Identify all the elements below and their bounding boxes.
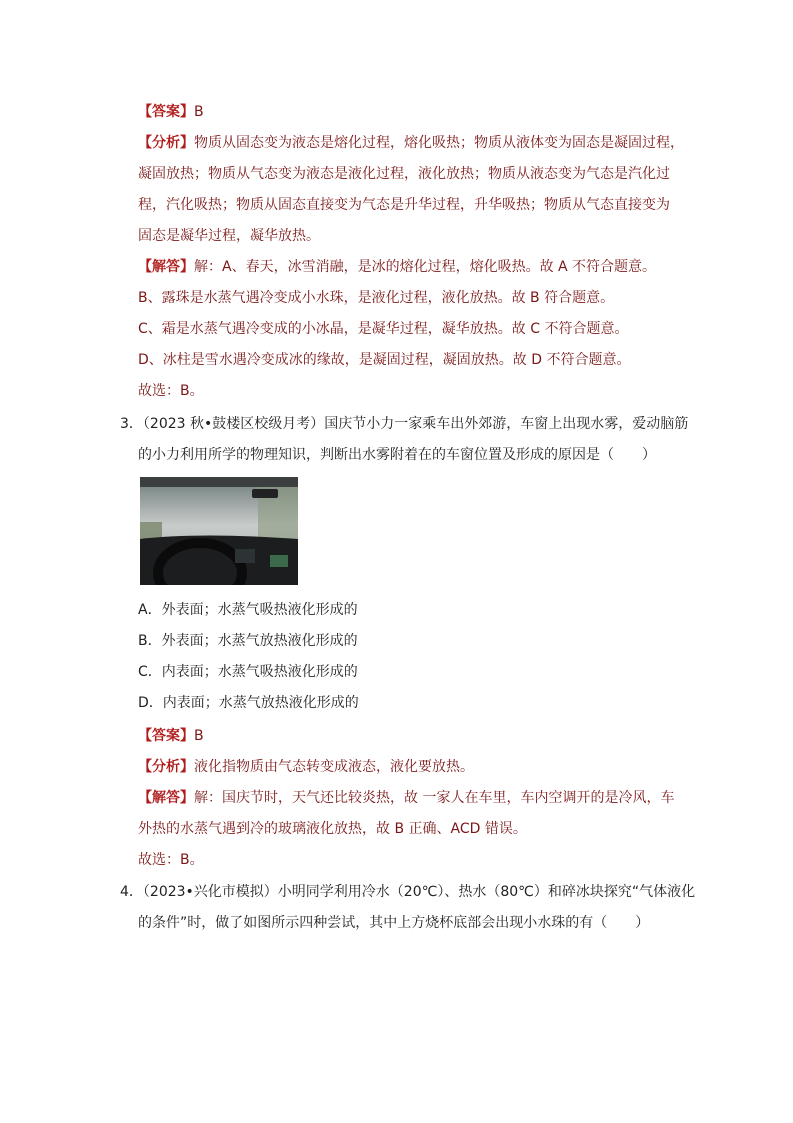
question-3-analysis-tag: 【分析】 [138,759,194,775]
solution-line-1 [138,257,656,277]
question-3-answer-value: B [194,728,204,744]
question-3-line-2: 的小力利用所学的物理知识，判断出水雾附着在的车窗位置及形成的原因是（ ） [138,447,656,463]
question-3-answer-tag: 【答案】 [138,728,194,744]
solution-line-4: D、冰柱是雪水遇冷变成冰的缘故，是凝固过程，凝固放热。故 D 不符合题意。 [138,352,631,368]
solution-line-3: C、霜是水蒸气遇冷变成的小冰晶，是凝华过程，凝华放热。故 C 不符合题意。 [138,321,629,337]
question-3-analysis-line [138,757,474,777]
question-3-answer-line [138,726,204,746]
option-b: B．外表面；水蒸气放热液化形成的 [138,633,358,649]
analysis-text: 物质从固态变为液态是熔化过程，熔化吸热；物质从液体变为固态是凝固过程， [194,135,684,151]
question-4-line-2: 的条件”时，做了如图所示四种尝试，其中上方烧杯底部会出现小水珠的有（ ） [138,915,650,931]
analysis-line-4: 固态是凝华过程，凝华放热。 [138,228,320,244]
option-d: D．内表面；水蒸气放热液化形成的 [138,695,359,711]
question-3-solution-line-1 [138,788,674,808]
solution-text: 解：A、春天，冰雪消融，是冰的熔化过程，熔化吸热。故 A 不符合题意。 [194,259,657,275]
solution-line-5: 故选：B。 [138,383,204,399]
question-3-solution-tag: 【解答】 [138,790,194,806]
analysis-line-1 [138,133,684,153]
car-interior-illustration [140,477,298,585]
option-a: A．外表面；水蒸气吸热液化形成的 [138,602,358,618]
answer-line [138,102,204,122]
analysis-tag: 【分析】 [138,135,194,151]
question-3-line-1 [120,414,688,434]
question-4-number: 4． [120,884,143,900]
question-3-solution-text: 解：国庆节时，天气还比较炎热，故 一家人在车里，车内空调开的是冷风，车 [194,790,675,806]
analysis-line-3: 程，汽化吸热；物质从固态直接变为气态是升华过程，升华吸热；物质从气态直接变为 [138,197,670,213]
question-3-solution-line-3: 故选：B。 [138,852,204,868]
analysis-line-2: 凝固放热；物质从气态变为液态是液化过程，液化放热；物质从液态变为气态是汽化过 [138,166,670,182]
question-3-solution-line-2: 外热的水蒸气遇到冷的玻璃液化放热，故 B 正确、ACD 错误。 [138,821,527,837]
solution-line-2: B、露珠是水蒸气遇冷变成小水珠，是液化过程，液化放热。故 B 符合题意。 [138,290,615,306]
question-4-line-1 [120,882,695,902]
question-3-stem: （2023 秋•鼓楼区校级月考）国庆节小力一家乘车出外郊游，车窗上出现水雾，爱动脑筋 [142,416,689,432]
option-c: C．内表面；水蒸气吸热液化形成的 [138,664,358,680]
answer-tag: 【答案】 [138,104,194,120]
question-3-number: 3． [120,416,143,432]
car-windshield-fog-photo [140,477,298,585]
solution-tag: 【解答】 [138,259,194,275]
question-3-analysis-text: 液化指物质由气态转变成液态，液化要放热。 [194,759,474,775]
question-4-stem: （2023•兴化市模拟）小明同学利用冷水（20℃）、热水（80℃）和碎冰块探究“气体液化 [142,884,696,900]
answer-value: B [194,104,204,120]
